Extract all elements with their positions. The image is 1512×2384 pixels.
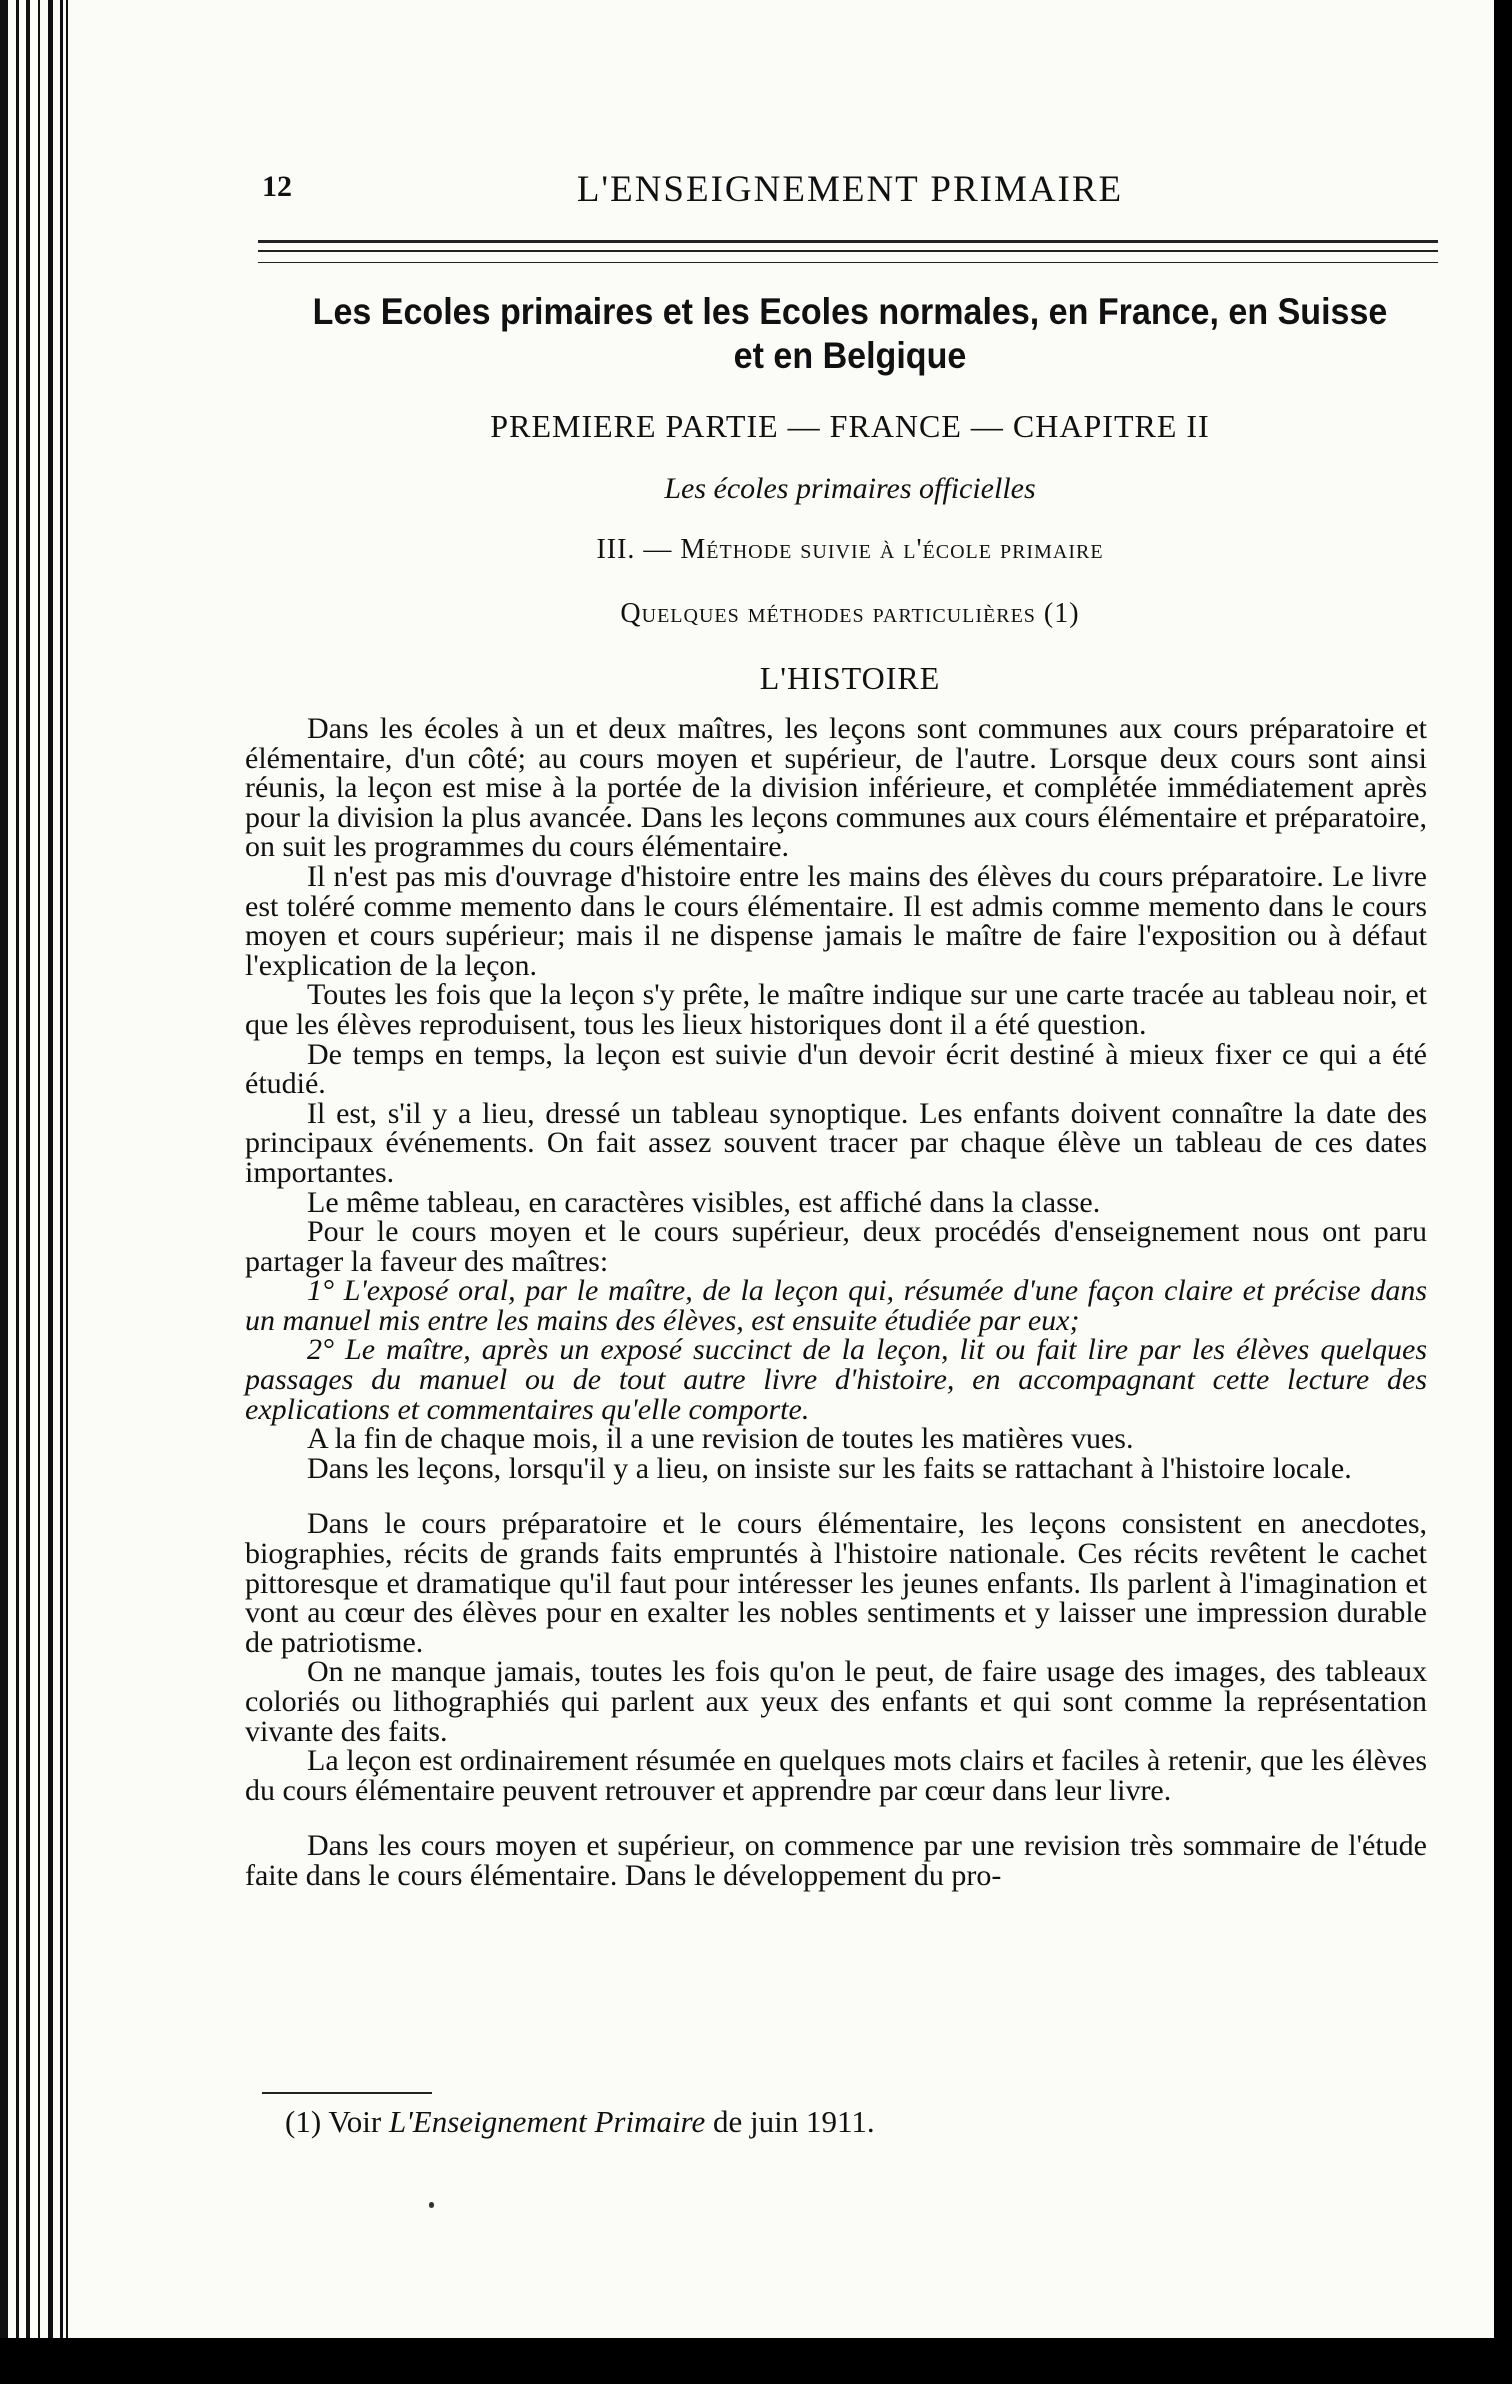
paragraph: 2° Le maître, après un exposé succinct de la leçon, lit ou fait lire par les élèves quelques passages du manuel ou de tout autre livre d'histoire, en accompagnant cette lecture des explications et commentaires qu'elle comporte.	[245, 1333, 1427, 1426]
scan-edge	[1494, 0, 1512, 2338]
header-rule	[258, 262, 1438, 263]
part-heading: PREMIERE PARTIE — FRANCE — CHAPITRE II	[490, 408, 1210, 444]
subject-heading: L'HISTOIRE	[759, 660, 941, 696]
paragraph: Pour le cours moyen et le cours supérieur, deux procédés d'enseignement nous ont paru partager la faveur des maîtres:	[245, 1215, 1427, 1278]
chapter-subtitle: Les écoles primaires officielles	[664, 472, 1036, 505]
scan-edge	[0, 2338, 1512, 2384]
article-title: Les Ecoles primaires et les Ecoles normales, en France, en Suisse et en Belgique	[312, 291, 1388, 376]
section-heading: III. — Méthode suivie à l'école primaire	[596, 534, 1104, 565]
running-title: L'ENSEIGNEMENT PRIMAIRE	[576, 169, 1124, 210]
footnote-marker: (1)	[285, 2104, 322, 2139]
page-header	[250, 168, 1440, 218]
footnote-text: de juin 1911.	[712, 2104, 875, 2139]
footnote-rule	[262, 2092, 432, 2094]
paragraph: On ne manque jamais, toutes les fois qu'on le peut, de faire usage des images, des tableaux coloriés ou lithographiés qui parlent aux yeux des enfants et qui sont comme la représentation vivante des faits.	[245, 1655, 1427, 1748]
page-number: 12	[262, 170, 292, 203]
paragraph: Dans les cours moyen et supérieur, on commence par une revision très sommaire de l'étude faite dans le cours élémentaire. Dans le développement du pro-	[245, 1829, 1427, 1892]
footnote-text: Voir	[328, 2104, 382, 2139]
paragraph: Dans les leçons, lorsqu'il y a lieu, on insiste sur les faits se rattachant à l'histoire locale.	[307, 1451, 1352, 1485]
footnote	[285, 2104, 875, 2140]
header-rule	[258, 240, 1438, 243]
paragraph: La leçon est ordinairement résumée en quelques mots clairs et faciles à retenir, que les élèves du cours élémentaire peuvent retrouver et apprendre par cœur dans leur livre.	[245, 1744, 1427, 1807]
footnote-title: L'Enseignement Primaire	[388, 2104, 706, 2139]
paragraph: Il est, s'il y a lieu, dressé un tableau synoptique. Les enfants doivent connaître la date des principaux événements. On fait assez souvent tracer par chaque élève un tableau de ces dates importantes.	[245, 1096, 1427, 1189]
paragraph: De temps en temps, la leçon est suivie d'un devoir écrit destiné à mieux fixer ce qui a été étudié.	[245, 1037, 1427, 1101]
paragraph: Toutes les fois que la leçon s'y prête, le maître indique sur une carte tracée au tableau noir, et que les élèves reproduisent, tous les lieux historiques dont il a été question.	[245, 978, 1427, 1041]
header-rule	[258, 250, 1438, 252]
book-binding	[0, 0, 70, 2338]
paragraph: 1° L'exposé oral, par le maître, de la leçon qui, résumée d'une façon claire et précise dans un manuel mis entre les mains des élèves, est ensuite étudiée par eux;	[245, 1274, 1427, 1337]
paragraph: Le même tableau, en caractères visibles, est affiché dans la classe.	[307, 1185, 1101, 1219]
paragraph: Dans les écoles à un et deux maîtres, les leçons sont communes aux cours préparatoire et élémentaire, d'un côté; au cours moyen et supérieur, de l'autre. Lorsque deux cours sont ainsi réunis, la leçon est mise à la portée de la division inférieure, et complétée immédiatement après pour la division la plus avancée. Dans les leçons communes aux cours élémentaire et préparatoire, on suit les programmes du cours élémentaire.	[245, 712, 1427, 864]
paragraph: Dans le cours préparatoire et le cours élémentaire, les leçons consistent en anecdotes, biographies, récits de grands faits empruntés à l'histoire nationale. Ces récits revêtent le cachet pittoresque et dramatique qu'il faut pour intéresser les jeunes enfants. Ils parlent à l'imagination et vont au cœur des élèves pour en exalter les nobles sentiments et y laisser une impression durable de patriotisme.	[245, 1507, 1427, 1659]
article-body	[245, 714, 1427, 1891]
paragraph: Il n'est pas mis d'ouvrage d'histoire entre les mains des élèves du cours préparatoire. Le livre est toléré comme memento dans le cours élémentaire. Il est admis comme memento dans le cours moyen et cours supérieur; mais il ne dispense jamais le maître de faire l'exposition ou à défaut l'explication de la leçon.	[245, 859, 1427, 982]
ink-speck	[429, 2202, 434, 2208]
subsection-heading: Quelques méthodes particulières (1)	[620, 598, 1080, 629]
paragraph: A la fin de chaque mois, il a une revision de toutes les matières vues.	[307, 1422, 1134, 1456]
